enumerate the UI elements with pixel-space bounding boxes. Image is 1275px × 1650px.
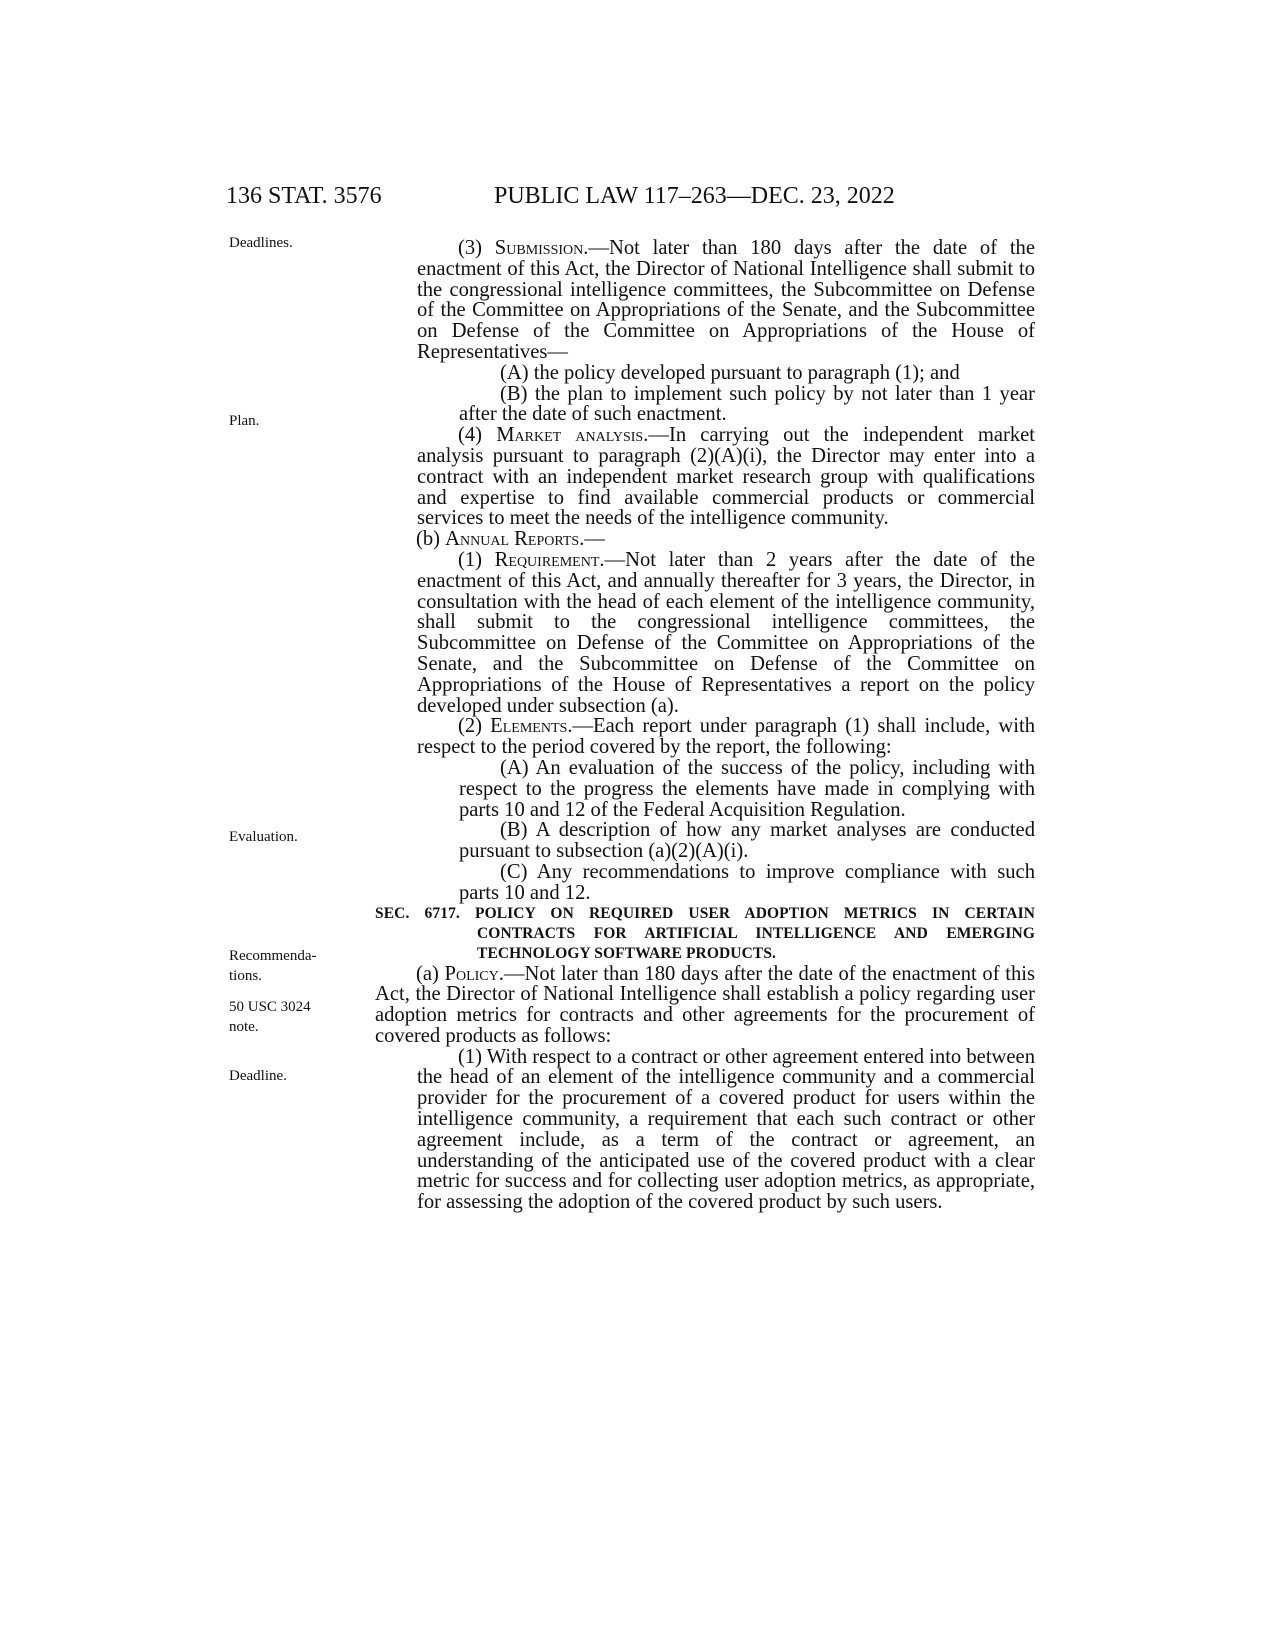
subparagraph-b: (B) the plan to implement such policy by not later than 1 year after the date of such enactment.	[459, 382, 1035, 426]
elements-subparagraph-c: (C) Any recommendations to improve compliance with such parts 10 and 12.	[459, 860, 1035, 904]
margin-note-usc	[229, 997, 339, 1037]
elements-subparagraph-a: (A) An evaluation of the success of the policy, including with respect to the progress the elements have made in complying with parts 10 and 12 of the Federal Acquisition Regulation.	[459, 756, 1035, 821]
paragraph-text: .—Not later than 180 days after the date of the enactment of this Act, the Director of National Intelligence shall submit to the congressional intelligence committees, the Subcommittee on Defense of the Committee on Appropriations of the Senate, and the Subcommittee on Defense of the Committee on Appropriations of the House of Representatives—	[417, 237, 1035, 363]
paragraph-submission	[375, 238, 1035, 363]
paragraph-text: .—Each report under paragraph (1) shall include, with respect to the period covered by the report, the following:	[417, 715, 1035, 759]
subparagraph-a: (A) the policy developed pursuant to paragraph (1); and	[500, 361, 960, 384]
page-reference: 136 STAT. 3576	[226, 183, 382, 209]
paragraph-heading: Requirement	[494, 548, 600, 571]
paragraph-requirement	[375, 550, 1035, 716]
paragraph-text: .—In carrying out the independent market analysis pursuant to paragraph (2)(A)(i), the Director may enter into a contract with an independent market research group with qualifications and expertise to find available commercial products or commercial services to meet the needs of the intelligence community.	[417, 424, 1035, 530]
subsection-number: (a)	[416, 962, 445, 985]
paragraph-text: .—Not later than 2 years after the date of the enactment of this Act, and annually thereafter for 3 years, the Director, in consultation with the head of each element of the intelligence community, shall submit to the congressional intelligence committees, the Subcommittee on Defense of the Committee on Appropriations of the Senate, and the Subcommittee on Defense of the Committee on Appropriations of the House of Representatives a report on the policy developed under subsection (a).	[417, 548, 1035, 717]
section-heading: SEC. 6717. POLICY ON REQUIRED USER ADOPTION METRICS IN CERTAIN CONTRACTS FOR ARTIFICIAL INTELLIGENCE AND EMERGING TECHNOLOGY SOFTWARE PRODUCTS.	[375, 904, 1035, 962]
subsection-heading: Policy	[444, 962, 499, 985]
paragraph-heading: Market analysis	[496, 424, 644, 447]
subsection-annual-reports	[375, 529, 1035, 550]
paragraph-number: (2)	[458, 715, 491, 738]
subsection-policy	[375, 964, 1035, 1047]
margin-note-evaluation: Evaluation.	[229, 829, 298, 845]
margin-note-plan: Plan.	[229, 413, 260, 429]
paragraph-heading: Elements	[490, 715, 568, 738]
elements-subparagraph-b: (B) A description of how any market analyses are conducted pursuant to subsection (a)(2)(A)(i).	[459, 819, 1035, 863]
margin-note-usc-line1: 50 USC 3024	[229, 999, 311, 1015]
paragraph-heading: Submission	[494, 237, 584, 259]
paragraph-number: (4)	[458, 424, 497, 447]
paragraph-number: (1)	[458, 548, 495, 571]
subsection-heading: Annual Reports	[445, 528, 580, 551]
subsection-dash: .—	[579, 528, 605, 551]
paragraph-number: (3)	[458, 237, 495, 259]
margin-note-deadlines: Deadlines.	[229, 235, 293, 251]
subsection-number: (b)	[416, 528, 446, 551]
paragraph-market-analysis	[375, 425, 1035, 529]
margin-note-deadline: Deadline.	[229, 1068, 287, 1084]
margin-note-recommendations-line2: tions.	[229, 968, 262, 984]
margin-note-recommendations	[229, 946, 339, 986]
paragraph-user-adoption: (1) With respect to a contract or other agreement entered into between the head of an element of the intelligence community and a commercial provider for the procurement of a covered product for users within the intelligence community, a requirement that each such contract or other agreement include, as a term of the contract or agreement, an understanding of the anticipated use of the covered product with a clear metric for success and for collecting user adoption metrics, as appropriate, for assessing the adoption of the covered product by such users.	[417, 1045, 1035, 1214]
margin-note-recommendations-line1: Recommenda-	[229, 948, 317, 964]
margin-note-usc-line2: note.	[229, 1019, 259, 1035]
statute-body	[375, 238, 1035, 1213]
paragraph-elements	[375, 716, 1035, 758]
running-title: PUBLIC LAW 117–263—DEC. 23, 2022	[494, 183, 895, 209]
subsection-text: .—Not later than 180 days after the date of the enactment of this Act, the Director of National Intelligence shall establish a policy regarding user adoption metrics for contracts and other agreements for the procurement of covered products as follows:	[375, 962, 1035, 1047]
